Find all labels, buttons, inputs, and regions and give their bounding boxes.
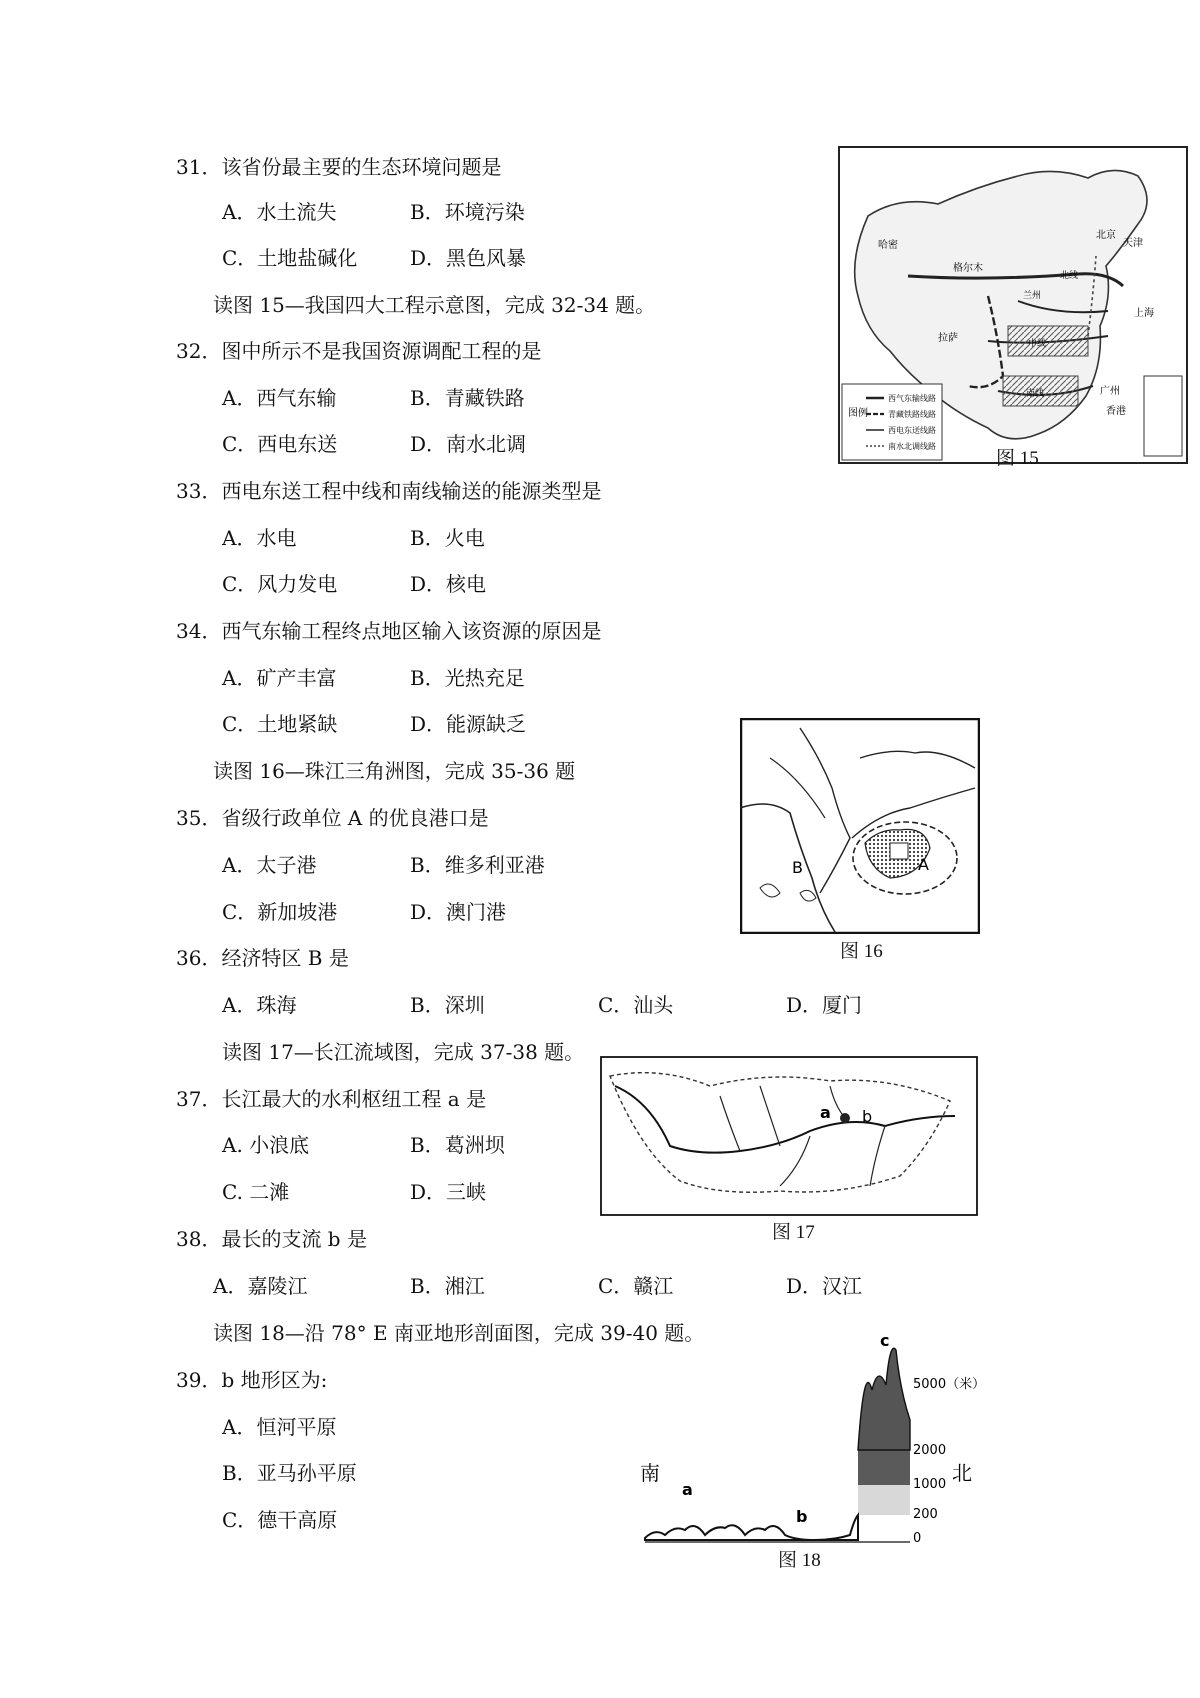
fig18-mountain [858, 1348, 910, 1450]
q39-option-b: B．亚马孙平原 [222, 1461, 357, 1485]
fig15-map [838, 146, 1188, 464]
fig17-label-b: b [862, 1107, 873, 1126]
q34-option-c: C．土地紧缺 [222, 712, 338, 736]
fig16-frame [741, 719, 979, 933]
q39-stem: 39．b 地形区为: [176, 1368, 328, 1392]
q32-option-a: A．西气东输 [222, 386, 337, 410]
q31-option-b: B．环境污染 [410, 200, 525, 224]
q35-option-d: D．澳门港 [410, 900, 507, 924]
fig18-band-2000 [858, 1450, 910, 1485]
read-fig17-instruction: 读图 17—长江流域图，完成 37-38 题。 [222, 1040, 585, 1064]
q35-option-c: C．新加坡港 [222, 900, 338, 924]
q31-stem: 31．该省份最主要的生态环境问题是 [176, 155, 502, 179]
fig18-caption: 图 18 [778, 1550, 821, 1571]
q39-option-c: C．德干高原 [222, 1508, 338, 1532]
fig15-label-shanghai: 上海 [1134, 308, 1154, 319]
q31-option-a: A．水土流失 [222, 200, 337, 224]
q39-option-a: A．恒河平原 [222, 1415, 337, 1439]
q33-option-d: D．核电 [410, 572, 487, 596]
fig15-label-hong-kong: 香港 [1106, 406, 1126, 417]
fig18-label-c: c [880, 1331, 890, 1350]
fig15-label-guangzhou: 广州 [1100, 386, 1120, 397]
fig17-caption: 图 17 [772, 1222, 815, 1243]
read-fig15-instruction: 读图 15—我国四大工程示意图，完成 32-34 题。 [213, 293, 656, 317]
read-fig16-instruction: 读图 16—珠江三角洲图，完成 35-36 题 [213, 759, 576, 783]
fig18-label-north: 北 [952, 1461, 972, 1485]
q36-option-d: D．厦门 [786, 993, 863, 1017]
fig18-terrain-line [645, 1515, 858, 1540]
q38-option-b: B．湘江 [410, 1274, 485, 1298]
fig18-elev-0: 0 [913, 1531, 922, 1546]
q33-stem: 33．西电东送工程中线和南线输送的能源类型是 [176, 479, 602, 503]
fig15-middle-region [1008, 326, 1088, 356]
fig15-legend-label-2: 青藏铁路线路 [888, 410, 936, 419]
fig18-elev-2000: 2000 [913, 1443, 947, 1458]
q33-option-c: C．风力发电 [222, 572, 338, 596]
q33-option-a: A．水电 [222, 526, 297, 550]
q38-option-a: A．嘉陵江 [213, 1274, 308, 1298]
fig15-legend-title: 图例 [848, 408, 868, 419]
fig15-label-north-line: 北线 [1060, 271, 1079, 281]
fig17-dam-marker [840, 1113, 850, 1123]
q36-option-b: B．深圳 [410, 993, 485, 1017]
fig16-region-a-marker [890, 843, 908, 859]
q37-option-b: B．葛洲坝 [410, 1133, 505, 1157]
fig16-label-a: A [918, 855, 929, 874]
q38-stem: 38．最长的支流 b 是 [176, 1227, 367, 1251]
fig15-label-hami: 哈密 [878, 240, 898, 251]
q31-option-d: D．黑色风暴 [410, 246, 527, 270]
fig15-south-sea-inset [1144, 376, 1182, 456]
fig15-legend-label-3: 西电东送线路 [888, 426, 936, 435]
q38-option-d: D．汉江 [786, 1274, 863, 1298]
fig18-label-south: 南 [640, 1461, 660, 1485]
fig16-label-b: B [792, 858, 803, 877]
q34-option-d: D．能源缺乏 [410, 712, 527, 736]
q35-option-b: B．维多利亚港 [410, 853, 545, 877]
fig15-legend-label-4: 南水北调线路 [888, 442, 936, 451]
q37-stem: 37．长江最大的水利枢纽工程 a 是 [176, 1087, 487, 1111]
q36-option-a: A．珠海 [222, 993, 297, 1017]
fig18-elev-1000: 1000 [913, 1477, 947, 1492]
fig15-label-lanzhou: 兰州 [1023, 291, 1042, 301]
fig15-label-tianjin: 天津 [1123, 238, 1143, 249]
fig16-caption: 图 16 [840, 941, 883, 962]
fig15-label-middle-line: 中线 [1028, 339, 1047, 349]
q36-stem: 36．经济特区 B 是 [176, 946, 349, 970]
q38-option-c: C．赣江 [598, 1274, 674, 1298]
q32-option-b: B．青藏铁路 [410, 386, 525, 410]
fig18-profile [640, 1330, 1000, 1560]
fig15-caption: 图 15 [996, 448, 1039, 469]
q37-option-c: C. 二滩 [222, 1180, 290, 1204]
fig15-label-golmud: 格尔木 [953, 263, 983, 274]
fig18-elev-5000: 5000（米） [913, 1377, 986, 1392]
q36-option-c: C．汕头 [598, 993, 674, 1017]
fig17-label-a: a [820, 1103, 831, 1122]
q34-option-a: A．矿产丰富 [222, 666, 337, 690]
fig18-label-a: a [682, 1480, 693, 1499]
q37-option-a: A. 小浪底 [222, 1133, 310, 1157]
fig18-elev-200: 200 [913, 1507, 938, 1522]
fig18-label-b: b [796, 1507, 808, 1526]
q32-stem: 32．图中所示不是我国资源调配工程的是 [176, 339, 542, 363]
fig15-label-lhasa: 拉萨 [938, 333, 958, 344]
fig15-label-beijing: 北京 [1096, 230, 1116, 241]
fig17-map [600, 1056, 978, 1216]
q32-option-c: C．西电东送 [222, 432, 338, 456]
q34-option-b: B．光热充足 [410, 666, 525, 690]
read-fig18-instruction: 读图 18—沿 78° E 南亚地形剖面图，完成 39-40 题。 [213, 1321, 705, 1345]
fig16-map [740, 718, 980, 934]
fig18-band-1000 [858, 1485, 910, 1515]
fig15-legend-label-1: 西气东输线路 [888, 394, 936, 403]
q33-option-b: B．火电 [410, 526, 485, 550]
q37-option-d: D．三峡 [410, 1180, 487, 1204]
fig15-label-south-line: 南线 [1026, 389, 1045, 399]
q32-option-d: D．南水北调 [410, 432, 527, 456]
q35-option-a: A．太子港 [222, 853, 317, 877]
q31-option-c: C．土地盐碱化 [222, 246, 358, 270]
q34-stem: 34．西气东输工程终点地区输入该资源的原因是 [176, 619, 602, 643]
q35-stem: 35．省级行政单位 A 的优良港口是 [176, 806, 489, 830]
